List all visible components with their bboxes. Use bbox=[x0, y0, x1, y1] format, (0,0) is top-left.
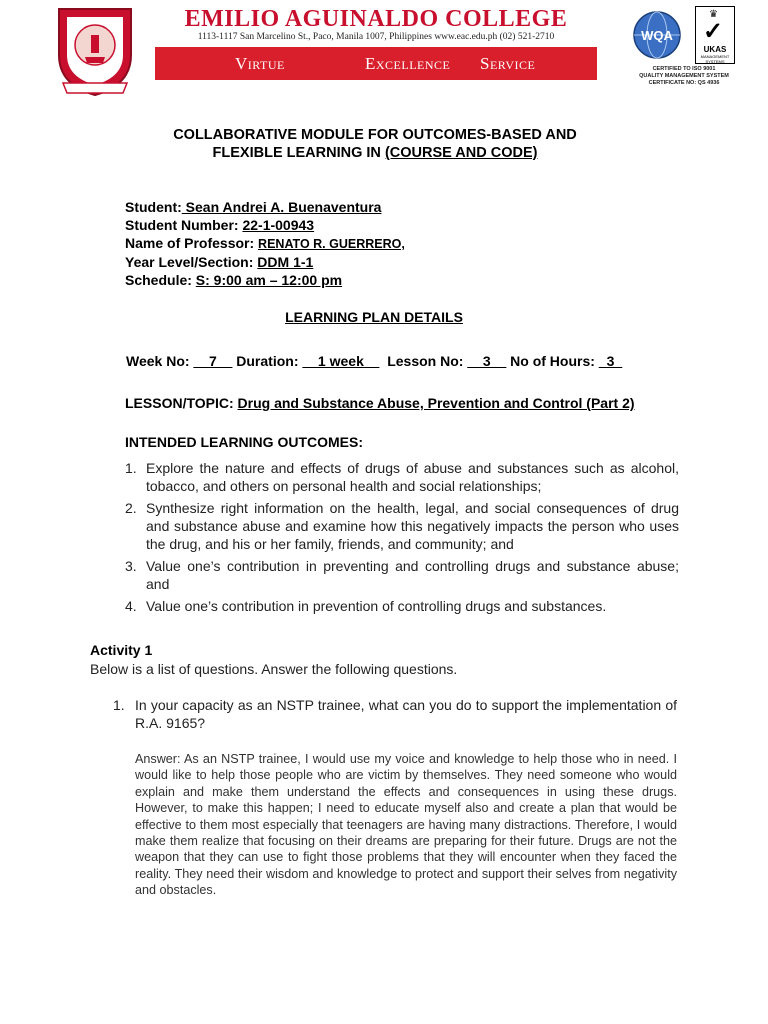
student-info: Student: Sean Andrei A. Buenaventura Student Number: 22-1-00943 Name of Professor: RENATO R. GUERRERO, Year Level/Section: DDM 1-1 Schedule: S: 9:00 am – 12:00 pm bbox=[125, 199, 405, 288]
ukas-badge bbox=[695, 6, 735, 64]
wqa-globe-icon bbox=[632, 10, 682, 60]
student-number: 22-1-00943 bbox=[242, 217, 315, 233]
week-duration-line: Week No: __7__ Duration: 1 week Lesson No: __3__ No of Hours: _3_ bbox=[126, 353, 623, 369]
question-text: In your capacity as an NSTP trainee, what can you do to support the implementation of R.A. 9165? bbox=[135, 697, 677, 731]
wqa-label: WQA bbox=[641, 28, 673, 43]
answer-text: Answer: As an NSTP trainee, I would use my voice and knowledge to help those who in need. I would like to help those people who are victim by themselves. They need someone who would explain and make them understand the effects and consequences in using these drugs. However, to make this happen; I need to educate myself also and create a plan that would be effective to them most especially that teenagers are having many distractions. Therefore, I would make them realize that focusing on their dreams are preparing for their future. Drugs are not the weapon that they can use to fight those problems that they will encounter when they faced the reality. They need their wisdom and knowledge to protect and support their selves from negativity and obstacles. bbox=[135, 752, 677, 898]
ilo-list bbox=[125, 459, 679, 619]
course-code-placeholder: (COURSE AND CODE) bbox=[384, 145, 538, 161]
student-name: Sean Andrei A. Buenaventura bbox=[181, 199, 382, 215]
learning-plan-heading: LEARNING PLAN DETAILS bbox=[285, 309, 463, 325]
ukas-sublabel: MANAGEMENT SYSTEMS bbox=[700, 54, 730, 64]
college-address: 1113-1117 San Marcelino St., Paco, Manila 1007, Philippines www.eac.edu.ph (02) 521-2710 bbox=[197, 32, 555, 42]
motto-virtue: Virtue bbox=[235, 54, 285, 73]
ukas-label: UKAS bbox=[703, 45, 727, 54]
crown-icon: ♛ bbox=[709, 9, 718, 20]
professor-name: RENATO R. GUERRERO, bbox=[258, 237, 405, 251]
ilo-heading: INTENDED LEARNING OUTCOMES: bbox=[125, 434, 363, 450]
motto-bar bbox=[155, 47, 597, 80]
motto-excellence: Excellence bbox=[365, 54, 451, 73]
iso-certification: CERTIFIED TO ISO 9001 QUALITY MANAGEMENT SYSTEM CERTIFICATE NO: QS 4936 bbox=[639, 66, 729, 86]
hours: _3_ bbox=[598, 353, 623, 369]
checkmark-icon: ✓ bbox=[703, 18, 724, 45]
week-number: __7__ bbox=[193, 353, 233, 369]
motto-service: Service bbox=[480, 54, 536, 73]
letterhead bbox=[0, 0, 768, 100]
year-section: DDM 1-1 bbox=[257, 254, 314, 270]
college-name: EMILIO AGUINALDO COLLEGE bbox=[184, 6, 568, 32]
list-item: 1. Explore the nature and effects of drugs of abuse and substances such as alcohol, tobacco, and others on personal health and social relationships; bbox=[125, 460, 679, 494]
list-item: 4. Value one’s contribution in prevention of controlling drugs and substances. bbox=[125, 598, 607, 614]
college-seal-logo bbox=[55, 5, 135, 97]
lesson-topic: LESSON/TOPIC: Drug and Substance Abuse, Prevention and Control (Part 2) bbox=[125, 395, 635, 411]
question-item: 1. In your capacity as an NSTP trainee, what can you do to support the implementation of R.A. 9165? bbox=[113, 697, 677, 731]
duration: 1 week bbox=[302, 353, 380, 369]
list-item: 2. Synthesize right information on the health, legal, and social consequences of drug and substance abuse and examine how this negatively impacts the person who uses the drug, and his or her family, friends, and community; and bbox=[125, 500, 679, 552]
list-item: 3. Value one’s contribution in preventing and controlling drugs and substance abuse; and bbox=[125, 558, 679, 592]
activity-heading: Activity 1 bbox=[90, 642, 153, 658]
topic-title: Drug and Substance Abuse, Prevention and Control (Part 2) bbox=[237, 395, 635, 411]
lesson-number: __3__ bbox=[467, 353, 507, 369]
schedule: S: 9:00 am – 12:00 pm bbox=[195, 272, 343, 288]
activity-intro: Below is a list of questions. Answer the following questions. bbox=[90, 661, 458, 677]
module-title: COLLABORATIVE MODULE FOR OUTCOMES-BASED AND FLEXIBLE LEARNING IN (COURSE AND CODE) bbox=[173, 127, 577, 161]
